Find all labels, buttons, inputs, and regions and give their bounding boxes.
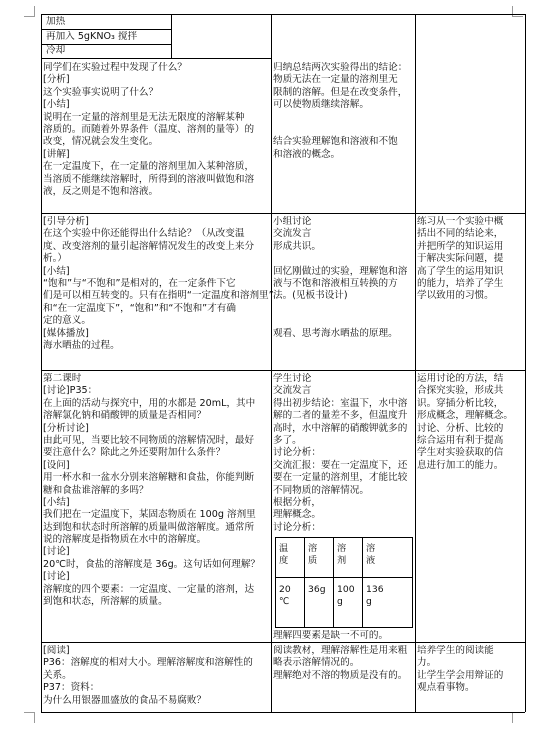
table-head-solution: 溶 液: [366, 543, 376, 566]
sec4-teacher-activity: [阅读] P36：溶解度的相对大小。理解溶解度和溶解性的 关系。 P37：资料： 为什么用银器皿盛放的食品不易腐败？: [43, 645, 253, 706]
sec3-student-activity: 学生讨论 交流发言 得出初步结论：室温下，水中溶 解的二者的量差不多，但温度升 高时，水中溶解的硝酸钾就多的 多了。 讨论分析： 交流汇报：要在一定温度下，还 要在一定量的溶剂里，才能比较 不同物质的溶解情况。 根据分析， 理解概念。 讨论分析：: [273, 373, 408, 533]
row-heat: 加热: [46, 16, 66, 27]
table-cell-temperature: 20 ℃: [279, 584, 291, 607]
sec3-four-factor-conclusion: 理解四要素是缺一不可的。: [273, 630, 389, 641]
sec2-student-activity: 小组讨论 交流发言 形成共识。 回忆刚做过的实验，理解饱和溶 液与不饱和溶液相互转换的方 法。(见板书设计) 观看、思考海水晒盐的原理。: [273, 216, 408, 339]
row-add-kno3: 再加入 5gKNO₃ 搅拌: [46, 31, 138, 42]
sec2-teacher-activity: [引导分析] 在这个实验中你还能得出什么结论？（从改变温 度、改变溶剂的量引起溶解情况发生的改变上来分 析。） [小结] “饱和”与“不饱和”是相对的，在一定条件下它 们是可以相互转变的。只有在指明“一定温度和溶剂里” 和“在一定温度下”，“饱和”和“不饱和”才有确 定的意义。 [媒体播放] 海水晒盐的过程。: [43, 216, 274, 351]
sec4-student-activity: 阅读教材，理解溶解性是用来粗 略表示溶解情况的。 理解绝对不溶的物质是没有的。: [273, 645, 408, 681]
four-factor-table: [275, 537, 413, 628]
row-cool: 冷却: [46, 45, 66, 56]
table-head-temperature: 温 度: [279, 543, 289, 566]
sec1-teacher-activity: 同学们在实验过程中发现了什么？ [分析] 这个实验事实说明了什么？ [小结] 说明在一定量的溶剂里是无法无限度的溶解某种 溶质的。而随着外界条件（温度、溶剂的量等）的 改变，情况就会发生变化。 [讲解] 在一定温度下，在一定量的溶剂里加入某种溶质， 当溶质不能继续溶解时，所得到的溶液叫做饱和溶 液，反之则是不饱和溶液。: [43, 62, 255, 197]
sec3-teacher-activity: 第二课时 [讨论]P35： 在上面的活动与探究中，用的水都是 20mL，其中 溶解氯化钠和硝酸钾的质量是否相同？ [分析讨论] 由此可见，当要比较不同物质的溶解情况时，最好 要注意什么？除此之外还要附加什么条件？ [设问] 用一杯水和一盆水分别来溶解糖和食盐，你能判断 糖和食盐谁溶解的多吗？ [小结] 我们把在一定温度下，某固态物质在 100g 溶剂里 达到饱和状态时所溶解的质量叫做溶解度。通常所 说的溶解度是指物质在水中的溶解度。 [讨论] 20℃时，食盐的溶解度是 36g。这句话如何理解？ [讨论] 溶解度的四个要素：一定温度、一定量的溶剂，达 到饱和状态，所溶解的质量。: [43, 373, 261, 608]
table-head-solute: 溶 质: [308, 543, 318, 566]
sec4-design-intent: 培养学生的阅读能 力。 让学生学会用辩证的 观点看事物。: [417, 645, 504, 694]
sec3-design-intent: 运用讨论的方法，结 合探究实验，形成共 识。穿插分析比较， 形成概念，理解概念。 讨论、分析、比较的 综合运用有利于提高 学生对实验获取的信 息进行加工的能力。: [417, 373, 513, 471]
table-cell-solvent: 100 g: [337, 584, 355, 607]
table-cell-solution: 136 g: [366, 584, 384, 607]
sec1-student-activity: 归纳总结两次实验得出的结论： 物质无法在一定量的溶剂里无 限制的溶解。但是在改变条件， 可以使物质继续溶解。 结合实验理解饱和溶液和不饱 和溶液的概念。: [273, 62, 408, 160]
table-head-solvent: 溶 剂: [337, 543, 347, 566]
table-cell-solute: 36g: [308, 584, 326, 595]
sec2-design-intent: 练习从一个实验中概 括出不同的结论来， 并把所学的知识运用 于解决实际问题，提 高了学生的运用知识 的能力，培养了学生 学以致用的习惯。: [417, 216, 504, 302]
